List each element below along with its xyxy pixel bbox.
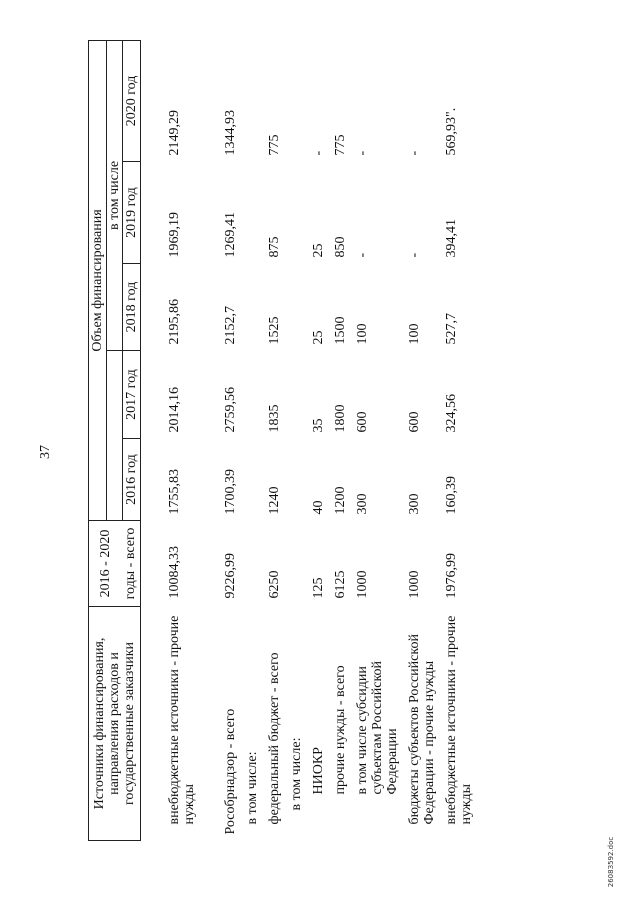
cell-2020: - (311, 150, 326, 156)
cell-2018: 2195,86 (167, 299, 182, 345)
cell-2019 (238, 162, 260, 264)
row-label: НИОКР (311, 747, 326, 795)
table-row (282, 40, 304, 840)
header-year-2019: 2019 год (123, 162, 141, 264)
table-row (400, 40, 437, 840)
cell-2019: 25 (311, 243, 326, 258)
cell-2019: 850 (333, 236, 348, 258)
footer-filename: 2608З592.doc (607, 836, 615, 888)
cell-2020: 569,93". (444, 107, 459, 156)
cell-2019 (282, 162, 304, 264)
cell-2018: 527,7 (444, 313, 459, 345)
cell-2017: 1835 (267, 404, 282, 433)
cell-2017: 324,56 (444, 394, 459, 433)
cell-2016: 1700,39 (223, 469, 238, 515)
cell-2019: 1269,41 (223, 212, 238, 258)
header-period-bottom: годы - всего (123, 521, 141, 607)
cell-2017: 600 (407, 411, 422, 433)
cell-2017: 1800 (333, 404, 348, 433)
row-label: бюджеты субъектов Российской Федерации - прочие нужды (407, 634, 437, 825)
cell-2020: 775 (333, 134, 348, 156)
cell-2018: 100 (407, 323, 422, 345)
table-row (141, 40, 198, 840)
cell-2016: 40 (311, 500, 326, 515)
cell-2018: 1525 (267, 316, 282, 345)
cell-total: 1000 (407, 570, 422, 599)
row-label: внебюджетные источники - прочие нужды (167, 615, 197, 825)
header-source: Источники финансирования, направления расходов и государственные заказчики (89, 607, 141, 841)
header-period-top: 2016 - 2020 (89, 521, 123, 607)
cell-2017 (282, 351, 304, 439)
cell-2020: 775 (267, 134, 282, 156)
cell-2016: 300 (355, 493, 370, 515)
cell-2020: 2149,29 (167, 110, 182, 156)
cell-2020 (238, 40, 260, 161)
row-label: Рособрнадзор - всего (223, 708, 238, 835)
cell-2016 (238, 439, 260, 521)
cell-2019: - (355, 252, 370, 258)
cell-total (238, 521, 260, 607)
cell-total: 6250 (267, 570, 282, 599)
cell-2018: 2152,7 (223, 306, 238, 345)
cell-2019: - (407, 252, 422, 258)
table-row (437, 40, 474, 840)
header-volume: Объем финансирования (89, 40, 107, 520)
cell-2019: 394,41 (444, 219, 459, 258)
header-year-2018: 2018 год (123, 264, 141, 351)
table-body (141, 40, 475, 840)
cell-2016 (282, 439, 304, 521)
table-row (348, 40, 400, 840)
cell-2018 (282, 264, 304, 351)
cell-2017: 600 (355, 411, 370, 433)
header-year-2017: 2017 год (123, 351, 141, 439)
financing-table-rotated (88, 41, 474, 841)
cell-2018: 100 (355, 323, 370, 345)
page-number: 37 (38, 445, 53, 459)
cell-2018: 1500 (333, 316, 348, 345)
cell-2016: 1240 (267, 486, 282, 515)
cell-2017: 2759,56 (223, 387, 238, 433)
header-year-2020: 2020 год (123, 40, 141, 161)
cell-total: 1000 (355, 570, 370, 599)
cell-2019: 875 (267, 236, 282, 258)
cell-total: 1976,99 (444, 553, 459, 599)
cell-total: 6125 (333, 570, 348, 599)
cell-2020: - (407, 150, 422, 156)
row-label: прочие нужды - всего (333, 665, 348, 795)
cell-2016: 300 (407, 493, 422, 515)
cell-2019: 1969,19 (167, 212, 182, 258)
row-label: федеральный бюджет - всего (267, 652, 282, 825)
table-row (197, 40, 238, 840)
row-label: в том числе субсидии субъектам Российской Федерации (355, 660, 400, 795)
cell-2017 (238, 351, 260, 439)
cell-2020 (282, 40, 304, 161)
cell-2016: 160,39 (444, 476, 459, 515)
header-including: в том числе (107, 40, 123, 350)
header-year-2016: 2016 год (123, 439, 141, 521)
cell-2017: 35 (311, 418, 326, 433)
cell-total: 125 (311, 577, 326, 599)
table-row (304, 40, 326, 840)
row-label: в том числе: (245, 751, 260, 825)
table-row (238, 40, 260, 840)
row-label: внебюджетные источники - прочие нужды (444, 615, 474, 825)
cell-2016: 1755,83 (167, 469, 182, 515)
cell-2017: 2014,16 (167, 387, 182, 433)
cell-total: 10084,33 (167, 546, 182, 599)
cell-total (282, 521, 304, 607)
table-row (326, 40, 348, 840)
row-label: в том числе: (289, 737, 304, 811)
financing-table (88, 40, 474, 841)
cell-total: 9226,99 (223, 553, 238, 599)
cell-2020: - (355, 150, 370, 156)
table-row (260, 40, 282, 840)
cell-2018 (238, 264, 260, 351)
cell-2018: 25 (311, 330, 326, 345)
cell-2020: 1344,93 (223, 110, 238, 156)
header-blank (107, 351, 123, 521)
cell-2016: 1200 (333, 486, 348, 515)
